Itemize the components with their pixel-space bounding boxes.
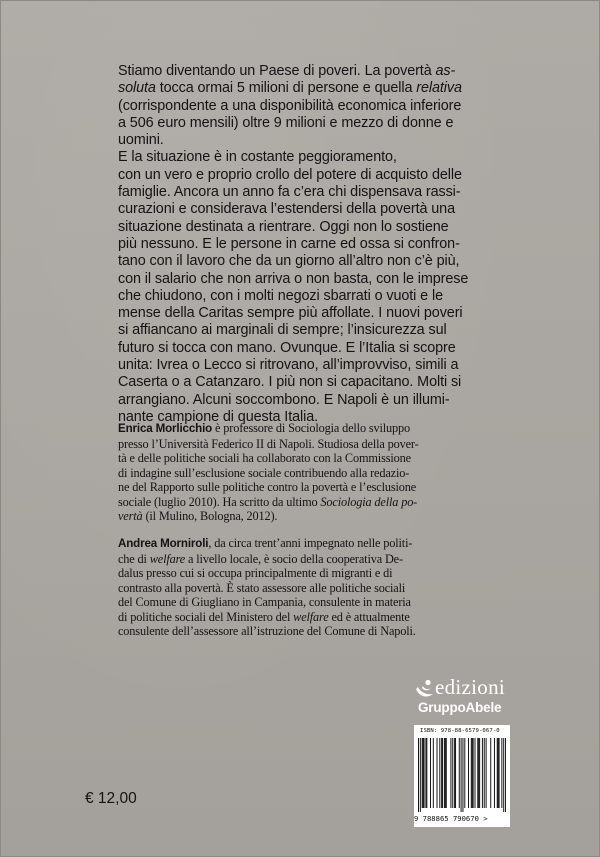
barcode-bar [452,738,453,808]
text-segment: Enrica Morlicchio [118,422,213,435]
text-segment: mense della Caritas sempre più affollate. I nuovi poveri [118,305,463,322]
gruppo-abele-logo-icon [414,679,436,701]
bio-line [118,624,490,639]
barcode-digits: 9 788865 790670 > [414,814,488,823]
text-segment: nante campione di questa Italia. [118,408,319,425]
bio-line [118,451,490,466]
bio-line [118,480,490,495]
text-segment: di politiche sociali del Ministero del [118,609,294,624]
blurb-text [118,63,486,426]
barcode-bar [472,738,473,808]
barcode-bar [422,738,423,808]
author-bio-morlicchio [118,421,490,524]
barcode-bar [444,738,445,808]
text-segment: sociale (luglio 2010). Ha scritto da ultimo [118,494,321,509]
text-segment: Stiamo diventando un Paese di poveri. La povertà [118,63,436,79]
barcode-bar [497,738,498,808]
blurb-line [118,63,486,80]
blurb-line [118,253,486,270]
blurb-line [118,115,486,132]
bio-line [118,509,490,524]
text-segment: che di [118,551,150,566]
barcode-bar [423,738,424,808]
barcode-bar [441,738,442,808]
bio-line [118,595,490,610]
text-segment: arrangiano. Alcuni soccombono. E Napoli è un illumi- [118,391,450,408]
text-segment: as- [435,63,456,79]
text-segment: (il Mulino, Bologna, 2012). [142,509,278,524]
bio-line [118,536,490,552]
blurb-line [118,236,486,253]
text-segment: situazione destinata a rientrare. Oggi non lo sostiene [118,218,449,235]
blurb-line [118,184,486,201]
blurb-line [118,322,486,339]
text-segment: è professore di Sociologia dello sviluppo [212,421,411,435]
price: € 12,00 [85,790,137,807]
barcode-bar [462,738,463,812]
barcode-bar [461,738,462,812]
text-segment: vertà [118,509,143,524]
text-segment: con un vero e proprio crollo del potere di acquisto delle [118,166,462,183]
barcode-bar [445,738,446,808]
barcode-bar [468,738,469,808]
barcode-bar [450,738,451,808]
text-segment: tà e delle politiche sociali ha collaborato con la Commissione [118,451,411,466]
barcode-bar [499,738,500,808]
barcode-bar [442,738,443,808]
bio-line [118,466,490,481]
text-segment: consulente dell’assessore all’istruzione del Comune di Napoli. [118,624,416,639]
text-segment: del Comune di Giugliano in Campania, consulente in materia [118,595,411,610]
blurb-line [118,305,486,322]
barcode-bar [505,738,506,812]
barcode-bar [418,738,419,812]
blurb-line [118,288,486,305]
text-segment: curazioni e considerava l’estendersi della povertà una [118,201,455,218]
barcode-bar [420,738,421,812]
barcode-bar [446,738,447,808]
barcode-bar [475,738,476,808]
text-segment: unita: Ivrea o Lecco si ritrovano, all’improvviso, simili a [118,357,459,374]
text-segment: tano con il lavoro che da un giorno all’altro non c’è più, [118,253,460,270]
barcode-bar [482,738,483,808]
text-segment: welfare [149,551,186,566]
barcode-bar [494,738,495,808]
blurb-line [118,271,486,288]
blurb-line [118,132,486,149]
text-segment: Sociologia della po- [320,494,418,509]
text-segment: famiglie. Ancora un anno fa c’era chi dispensava rassi- [118,184,461,201]
text-segment: a 506 euro mensili) oltre 9 milioni e mezzo di donne e [118,114,454,131]
barcode-bar [484,738,485,808]
barcode-bar [478,738,479,808]
publisher-name: GruppoAbele [418,700,502,715]
text-segment: welfare [293,609,329,624]
text-segment: uomini. [118,132,164,149]
text-segment: presso l’Università Federico II di Napoli. Studiosa della pover- [118,436,419,451]
barcode-bar [490,738,491,808]
barcode-bar [471,738,472,808]
text-segment: futuro si tocca con mano. Ovunque. E l’Italia si scopre [118,339,456,356]
barcode-bar [473,738,474,808]
barcode-bar [455,738,456,808]
text-segment: Caserta o a Catanzaro. I più non si capacitano. Molti si [118,374,462,391]
bio-line [118,495,490,510]
text-segment: (corrispondente a una disponibilità economica inferiore [118,97,462,114]
barcode-bars [418,738,506,812]
text-segment: che chiudono, con i molti negozi sbarrati o vuoti e le [118,287,443,304]
text-segment: a livello locale, è socio della cooperativa De- [185,551,403,566]
text-segment: E la situazione è in costante peggioramento, [118,149,397,166]
bio-line [118,610,490,625]
blurb-line [118,374,486,391]
blurb-line [118,357,486,374]
barcode-bar [424,738,425,808]
bio-line [118,552,490,567]
text-segment: soluta [118,80,156,97]
blurb-line [118,98,486,115]
publisher-logo [414,677,514,719]
barcode-bar [454,738,455,808]
blurb-line [118,340,486,357]
barcode-bar [479,738,480,808]
barcode-bar [425,738,426,808]
barcode-bar [464,738,465,808]
barcode-bar [477,738,478,808]
barcode-bar [498,738,499,808]
text-segment: relativa [416,80,462,97]
text-segment: , da circa trent’anni impegnato nelle politi- [208,536,413,550]
author-bio-morniroli [118,536,490,639]
barcode-bar [439,738,440,808]
barcode-bar [501,738,502,808]
text-segment: più nessuno. E le persone in carne ed ossa si confron- [118,235,460,252]
text-segment: contrasto alla povertà. È stato assessore alle politiche sociali [118,580,406,595]
text-segment: di indagine sull’esclusione sociale contribuendo alla redazio- [118,465,410,480]
blurb-line [118,201,486,218]
text-segment: si affiancano ai marginali di sempre; l’insicurezza sul [118,322,447,339]
publisher-word: edizioni [435,675,506,699]
blurb-line [118,219,486,236]
blurb-line [118,80,486,97]
barcode-bar [433,738,434,808]
text-segment: ne del Rapporto sulle politiche contro la povertà e l’esclusione [118,480,417,495]
text-segment: con il salario che non arriva o non basta, con le imprese [118,270,469,287]
blurb-line [118,392,486,409]
isbn-barcode [414,725,510,827]
barcode-bar [430,738,431,808]
bio-line [118,421,490,437]
barcode-bar [459,738,460,808]
bio-line [118,437,490,452]
bio-line [118,581,490,596]
barcode-bar [486,738,487,808]
bio-line [118,566,490,581]
text-segment: tocca ormai 5 milioni di persone e quella [155,80,417,97]
text-segment: Andrea Morniroli [118,537,209,550]
blurb-line [118,167,486,184]
barcode-bar [437,738,438,808]
barcode-bar [426,738,427,808]
isbn-label: ISBN: 978-88-6579-067-0 [420,728,500,734]
blurb-line [118,149,486,166]
barcode-bar [503,738,504,812]
text-segment: dalus presso cui si occupa principalmente di migranti e di [118,566,393,581]
text-segment: ed è attualmente [328,609,410,624]
